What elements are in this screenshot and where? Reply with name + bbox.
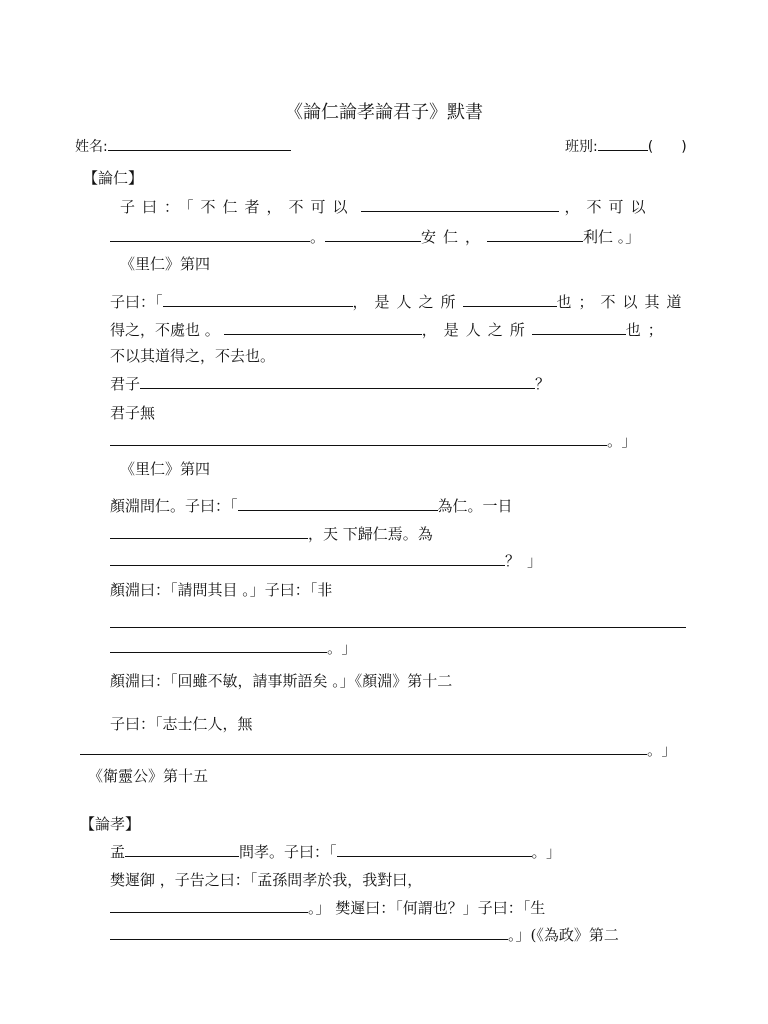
- blank[interactable]: [361, 197, 559, 212]
- blank[interactable]: [110, 431, 607, 446]
- source-li-ren-2: 《里仁》第四: [120, 460, 211, 478]
- blank[interactable]: [110, 524, 308, 539]
- ren-p1-text-b: ，不可以: [564, 198, 653, 216]
- ren-p4-line7: 顏淵曰：「回雖不敏，請事斯語矣 。」《顏淵》第十二: [110, 672, 453, 690]
- source-li-ren-1: 《里仁》第四: [120, 255, 211, 273]
- xiao-p1-text-c: 。」: [531, 843, 569, 861]
- ren-p2-line1: [110, 292, 689, 312]
- ren-p4-text-c: ，天 下歸仁焉。為: [308, 525, 433, 543]
- ren-p2-text-b: ，是人之所: [352, 293, 463, 311]
- blank[interactable]: [487, 227, 583, 242]
- xiao-p1-text-b: 問孝。子曰：「: [239, 843, 337, 861]
- blank[interactable]: [337, 842, 532, 857]
- ren-p4-line1: [110, 496, 513, 516]
- ren-p4-text-b: 為仁。一日: [437, 497, 513, 515]
- name-blank[interactable]: [108, 136, 291, 151]
- ren-p2-text-a: 子曰：「: [110, 293, 163, 311]
- class-blank[interactable]: [598, 136, 648, 151]
- ren-p2-line3: 不以其道得之，不去也。: [110, 347, 276, 365]
- section-heading-xiao: 【論孝】: [80, 815, 141, 833]
- class-label: 班別:: [565, 139, 598, 155]
- xiao-p1-line1: [110, 842, 568, 862]
- section-heading-ren: 【論仁】: [83, 169, 144, 187]
- ren-p4-line6: [110, 638, 364, 658]
- ren-p4-text-e: 。」: [327, 639, 364, 657]
- page-title: 《論仁論孝論君子》默書: [285, 102, 483, 123]
- blank[interactable]: [140, 374, 535, 389]
- ren-p5-text-b: 。」: [647, 741, 684, 759]
- ren-p2-line2: [110, 320, 670, 340]
- ren-p3-line3: [110, 431, 644, 451]
- blank[interactable]: [80, 740, 647, 755]
- xiao-p2-text-a: 。」 樊遲曰：「何謂也？」子曰：「生: [308, 899, 546, 917]
- blank[interactable]: [532, 320, 626, 335]
- ren-p1-text-e: 利仁 。」: [583, 228, 641, 246]
- ren-p4-line2: [110, 524, 433, 544]
- name-label: 姓名:: [75, 139, 108, 155]
- ren-p3-text-c: 。」: [607, 432, 644, 450]
- class-row: [565, 136, 687, 157]
- blank[interactable]: [110, 551, 505, 566]
- class-paren-open: (: [647, 139, 654, 155]
- blank[interactable]: [110, 613, 686, 628]
- ren-p3-line2: 君子無: [110, 404, 156, 422]
- ren-p1-text-c: 。: [310, 228, 326, 246]
- blank[interactable]: [110, 925, 508, 940]
- ren-p4-line5: [110, 613, 686, 633]
- blank[interactable]: [110, 898, 308, 913]
- ren-p3-text-a: 君子: [110, 375, 141, 393]
- source-weilinggong: 《衛靈公》第十五: [88, 767, 209, 785]
- ren-p3-line1: [110, 374, 550, 394]
- class-paren-close: ): [681, 139, 687, 155]
- blank[interactable]: [110, 638, 327, 653]
- xiao-p2-text-b: 。」(《為政》第二: [508, 926, 619, 944]
- blank[interactable]: [224, 320, 422, 335]
- blank[interactable]: [163, 292, 353, 307]
- ren-p5-line1: 子曰：「志士仁人，無: [110, 715, 253, 733]
- blank[interactable]: [325, 227, 421, 242]
- ren-p5-line2: [80, 740, 684, 760]
- ren-p4-line3: [110, 551, 549, 571]
- blank[interactable]: [110, 227, 310, 242]
- ren-p2-text-d: 得之，不處也 。: [110, 321, 220, 339]
- blank[interactable]: [238, 496, 438, 511]
- xiao-p2-line3: [110, 925, 619, 945]
- ren-p2-text-f: 也；: [625, 321, 670, 339]
- xiao-p2-line1: 樊遲御 ，子告之曰：「孟孫問孝於我，我對曰，: [110, 871, 423, 889]
- name-row: [75, 136, 291, 157]
- ren-p4-text-d: ？」: [505, 552, 550, 570]
- blank[interactable]: [463, 292, 557, 307]
- blank[interactable]: [125, 842, 239, 857]
- ren-p1-text-d: 安仁，: [421, 228, 488, 246]
- xiao-p1-text-a: 孟: [110, 843, 126, 861]
- xiao-p2-line2: [110, 898, 545, 918]
- ren-p4-line4: 顏淵曰：「請問其目 。」子曰：「非: [110, 581, 333, 599]
- ren-p2-text-e: ，是人之所: [421, 321, 532, 339]
- ren-p4-text-a: 顏淵問仁。子曰：「: [110, 497, 238, 515]
- ren-p3-text-b: ？: [535, 375, 551, 393]
- ren-p2-text-c: 也；不以其道: [556, 293, 689, 311]
- ren-p1-text-a: 子曰：「不仁者，不可以: [120, 198, 355, 216]
- ren-p1-line1: [120, 197, 653, 217]
- ren-p1-line2: [110, 227, 640, 247]
